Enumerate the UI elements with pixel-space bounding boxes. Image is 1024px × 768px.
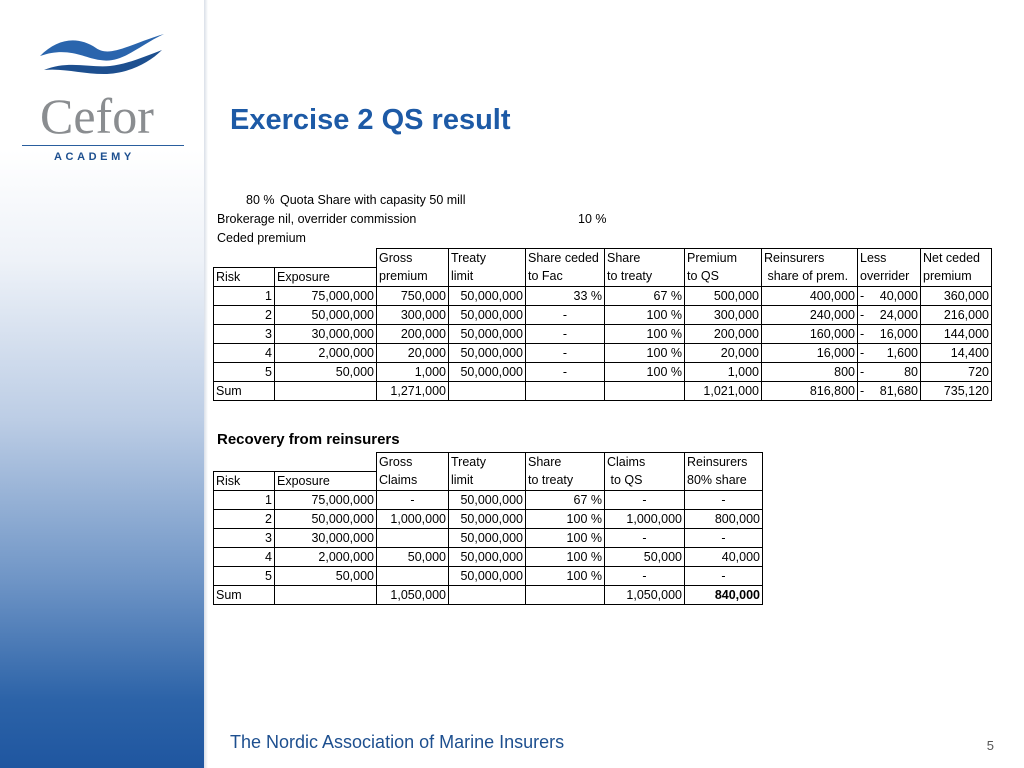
header-cell: Premium — [685, 249, 762, 268]
table-cell: - — [605, 490, 685, 509]
header-cell — [214, 453, 275, 472]
table-cell: 100 % — [605, 305, 685, 324]
table-cell: - — [526, 362, 605, 381]
table-cell: 50,000,000 — [449, 528, 526, 547]
table-cell: 75,000,000 — [275, 286, 377, 305]
sum-label: Sum — [214, 585, 275, 604]
table-cell: 720 — [921, 362, 992, 381]
header-cell: Treaty — [449, 453, 526, 472]
table-cell — [377, 528, 449, 547]
table-cell: 2,000,000 — [275, 547, 377, 566]
sidebar-edge — [204, 0, 208, 768]
table-cell — [858, 343, 921, 362]
header-cell: to treaty — [526, 471, 605, 490]
recovery-header-row-bottom — [214, 471, 763, 490]
table-cell: 50,000,000 — [275, 305, 377, 324]
table-cell: 50,000 — [275, 362, 377, 381]
sum-cell — [449, 381, 526, 400]
table-cell: 20,000 — [685, 343, 762, 362]
intro-line-1 — [246, 193, 466, 207]
sum-cell: 1,050,000 — [605, 585, 685, 604]
sum-cell: 1,050,000 — [377, 585, 449, 604]
sum-cell — [605, 381, 685, 400]
overrider-value: 1,600 — [886, 345, 918, 360]
table-cell: - — [377, 490, 449, 509]
table-cell: 500,000 — [685, 286, 762, 305]
table-cell: 100 % — [605, 362, 685, 381]
table-cell: 50,000,000 — [275, 509, 377, 528]
table-cell: - — [685, 528, 763, 547]
intro-line-1-pct: 80 % — [246, 193, 275, 207]
table-cell: - — [526, 305, 605, 324]
table-cell: 50,000,000 — [449, 490, 526, 509]
sum-cell: 1,021,000 — [685, 381, 762, 400]
table-cell: - — [685, 490, 763, 509]
table-cell: 1 — [214, 490, 275, 509]
table-cell: 4 — [214, 343, 275, 362]
table-cell: 50,000,000 — [449, 305, 526, 324]
ceded-premium-table — [213, 248, 992, 401]
table-cell: 5 — [214, 566, 275, 585]
minus-sign: - — [860, 307, 865, 322]
table-cell: 144,000 — [921, 324, 992, 343]
intro-line-1-text: Quota Share with capasity 50 mill — [279, 193, 466, 207]
page-number: 5 — [986, 738, 994, 753]
header-cell: Exposure — [275, 471, 377, 490]
table-cell: 50,000 — [605, 547, 685, 566]
header-cell: Claims — [377, 471, 449, 490]
sum-cell — [449, 585, 526, 604]
table-row — [214, 286, 992, 305]
table-row — [214, 566, 763, 585]
table-cell: - — [685, 566, 763, 585]
header-cell — [275, 249, 377, 268]
recovery-header-row-top — [214, 453, 763, 472]
table-cell: 5 — [214, 362, 275, 381]
table-cell: 300,000 — [377, 305, 449, 324]
header-cell: 80% share — [685, 471, 763, 490]
minus-sign: - — [860, 345, 865, 360]
table-cell: 1,000 — [377, 362, 449, 381]
header-cell: to treaty — [605, 267, 685, 286]
header-cell: Reinsurers — [685, 453, 763, 472]
slide-title: Exercise 2 QS result — [230, 104, 511, 136]
overrider-value: 16,000 — [879, 326, 918, 341]
table-cell: - — [605, 528, 685, 547]
table-cell: 50,000,000 — [449, 509, 526, 528]
sum-overrider: 81,680 — [879, 383, 918, 398]
table-cell: 100 % — [526, 566, 605, 585]
table-cell: 100 % — [605, 324, 685, 343]
header-cell — [214, 249, 275, 268]
logo-divider — [22, 145, 184, 146]
header-cell: to QS — [685, 267, 762, 286]
table-cell: 240,000 — [762, 305, 858, 324]
sum-minus: - — [860, 383, 865, 398]
header-cell: Share — [605, 249, 685, 268]
table-cell: 300,000 — [685, 305, 762, 324]
intro-line-2-pct: 10 % — [578, 212, 607, 226]
table-cell: 3 — [214, 528, 275, 547]
table-cell: 20,000 — [377, 343, 449, 362]
sum-cell: 840,000 — [685, 585, 763, 604]
overrider-value: 24,000 — [879, 307, 918, 322]
recovery-sum-row — [214, 585, 763, 604]
cefor-logo-text: Cefor — [40, 88, 154, 144]
table-cell — [858, 305, 921, 324]
table-row — [214, 509, 763, 528]
table-cell: 1,000 — [685, 362, 762, 381]
header-cell: share of prem. — [762, 267, 858, 286]
header-cell: premium — [377, 267, 449, 286]
table-row — [214, 305, 992, 324]
table-cell: 2 — [214, 305, 275, 324]
table-cell: 50,000,000 — [449, 343, 526, 362]
table-cell: 100 % — [526, 528, 605, 547]
premium-header-row-top — [214, 249, 992, 268]
premium-header-row-bottom — [214, 267, 992, 286]
header-cell: Net ceded — [921, 249, 992, 268]
table-cell: 2,000,000 — [275, 343, 377, 362]
table-cell: 50,000 — [377, 547, 449, 566]
header-cell: limit — [449, 471, 526, 490]
header-cell: to Fac — [526, 267, 605, 286]
minus-sign: - — [860, 326, 865, 341]
table-row — [214, 490, 763, 509]
table-cell: 50,000 — [275, 566, 377, 585]
table-cell: 30,000,000 — [275, 528, 377, 547]
table-cell: 216,000 — [921, 305, 992, 324]
header-cell: Less — [858, 249, 921, 268]
table-cell: 750,000 — [377, 286, 449, 305]
table-cell: - — [605, 566, 685, 585]
intro-line-3-text: Ceded premium — [217, 231, 306, 245]
header-cell: overrider — [858, 267, 921, 286]
intro-line-2-text: Brokerage nil, overrider commission — [217, 212, 417, 226]
header-cell: Treaty — [449, 249, 526, 268]
minus-sign: - — [860, 288, 865, 303]
table-cell: 33 % — [526, 286, 605, 305]
table-row — [214, 528, 763, 547]
sum-cell — [275, 585, 377, 604]
table-cell: 400,000 — [762, 286, 858, 305]
sum-cell — [275, 381, 377, 400]
header-cell: Gross — [377, 249, 449, 268]
table-cell: 50,000,000 — [449, 547, 526, 566]
overrider-value: 40,000 — [879, 288, 918, 303]
sum-cell: 735,120 — [921, 381, 992, 400]
table-cell: 40,000 — [685, 547, 763, 566]
table-cell: 16,000 — [762, 343, 858, 362]
header-cell: Share ceded — [526, 249, 605, 268]
table-cell: 1,000,000 — [605, 509, 685, 528]
table-cell: 50,000,000 — [449, 324, 526, 343]
table-cell: - — [526, 324, 605, 343]
table-cell: 50,000,000 — [449, 286, 526, 305]
header-cell: limit — [449, 267, 526, 286]
table-cell: 800 — [762, 362, 858, 381]
footer-tagline: The Nordic Association of Marine Insurers — [230, 732, 565, 752]
wave-logo-icon — [38, 30, 168, 78]
table-cell — [377, 566, 449, 585]
header-cell: to QS — [605, 471, 685, 490]
table-cell: 3 — [214, 324, 275, 343]
recovery-title: Recovery from reinsurers — [217, 431, 400, 448]
table-cell: 14,400 — [921, 343, 992, 362]
table-cell: 50,000,000 — [449, 566, 526, 585]
sum-cell — [526, 381, 605, 400]
table-cell: 1 — [214, 286, 275, 305]
table-row — [214, 324, 992, 343]
header-cell: Risk — [214, 267, 275, 286]
table-cell: 100 % — [526, 509, 605, 528]
academy-logo-text: ACADEMY — [54, 151, 135, 163]
table-row — [214, 362, 992, 381]
table-cell: 2 — [214, 509, 275, 528]
table-cell: 200,000 — [685, 324, 762, 343]
overrider-value: 80 — [904, 364, 918, 379]
table-cell: - — [526, 343, 605, 362]
header-cell: Exposure — [275, 267, 377, 286]
sum-label: Sum — [214, 381, 275, 400]
table-cell: 200,000 — [377, 324, 449, 343]
table-cell: 30,000,000 — [275, 324, 377, 343]
table-row — [214, 547, 763, 566]
table-cell — [858, 324, 921, 343]
table-cell: 75,000,000 — [275, 490, 377, 509]
table-cell: 100 % — [605, 343, 685, 362]
sum-cell — [858, 381, 921, 400]
table-cell: 4 — [214, 547, 275, 566]
header-cell: Claims — [605, 453, 685, 472]
table-cell: 100 % — [526, 547, 605, 566]
header-cell: Reinsurers — [762, 249, 858, 268]
sum-cell: 816,800 — [762, 381, 858, 400]
table-cell: 50,000,000 — [449, 362, 526, 381]
table-cell — [858, 286, 921, 305]
table-cell: 800,000 — [685, 509, 763, 528]
header-cell: Share — [526, 453, 605, 472]
table-cell — [858, 362, 921, 381]
header-cell: Risk — [214, 471, 275, 490]
table-cell: 360,000 — [921, 286, 992, 305]
header-cell: Gross — [377, 453, 449, 472]
sum-cell — [526, 585, 605, 604]
premium-sum-row — [214, 381, 992, 400]
recovery-table — [213, 452, 763, 605]
table-cell: 67 % — [605, 286, 685, 305]
header-cell — [275, 453, 377, 472]
minus-sign: - — [860, 364, 865, 379]
table-cell: 67 % — [526, 490, 605, 509]
table-cell: 160,000 — [762, 324, 858, 343]
table-row — [214, 343, 992, 362]
sum-cell: 1,271,000 — [377, 381, 449, 400]
table-cell: 1,000,000 — [377, 509, 449, 528]
header-cell: premium — [921, 267, 992, 286]
